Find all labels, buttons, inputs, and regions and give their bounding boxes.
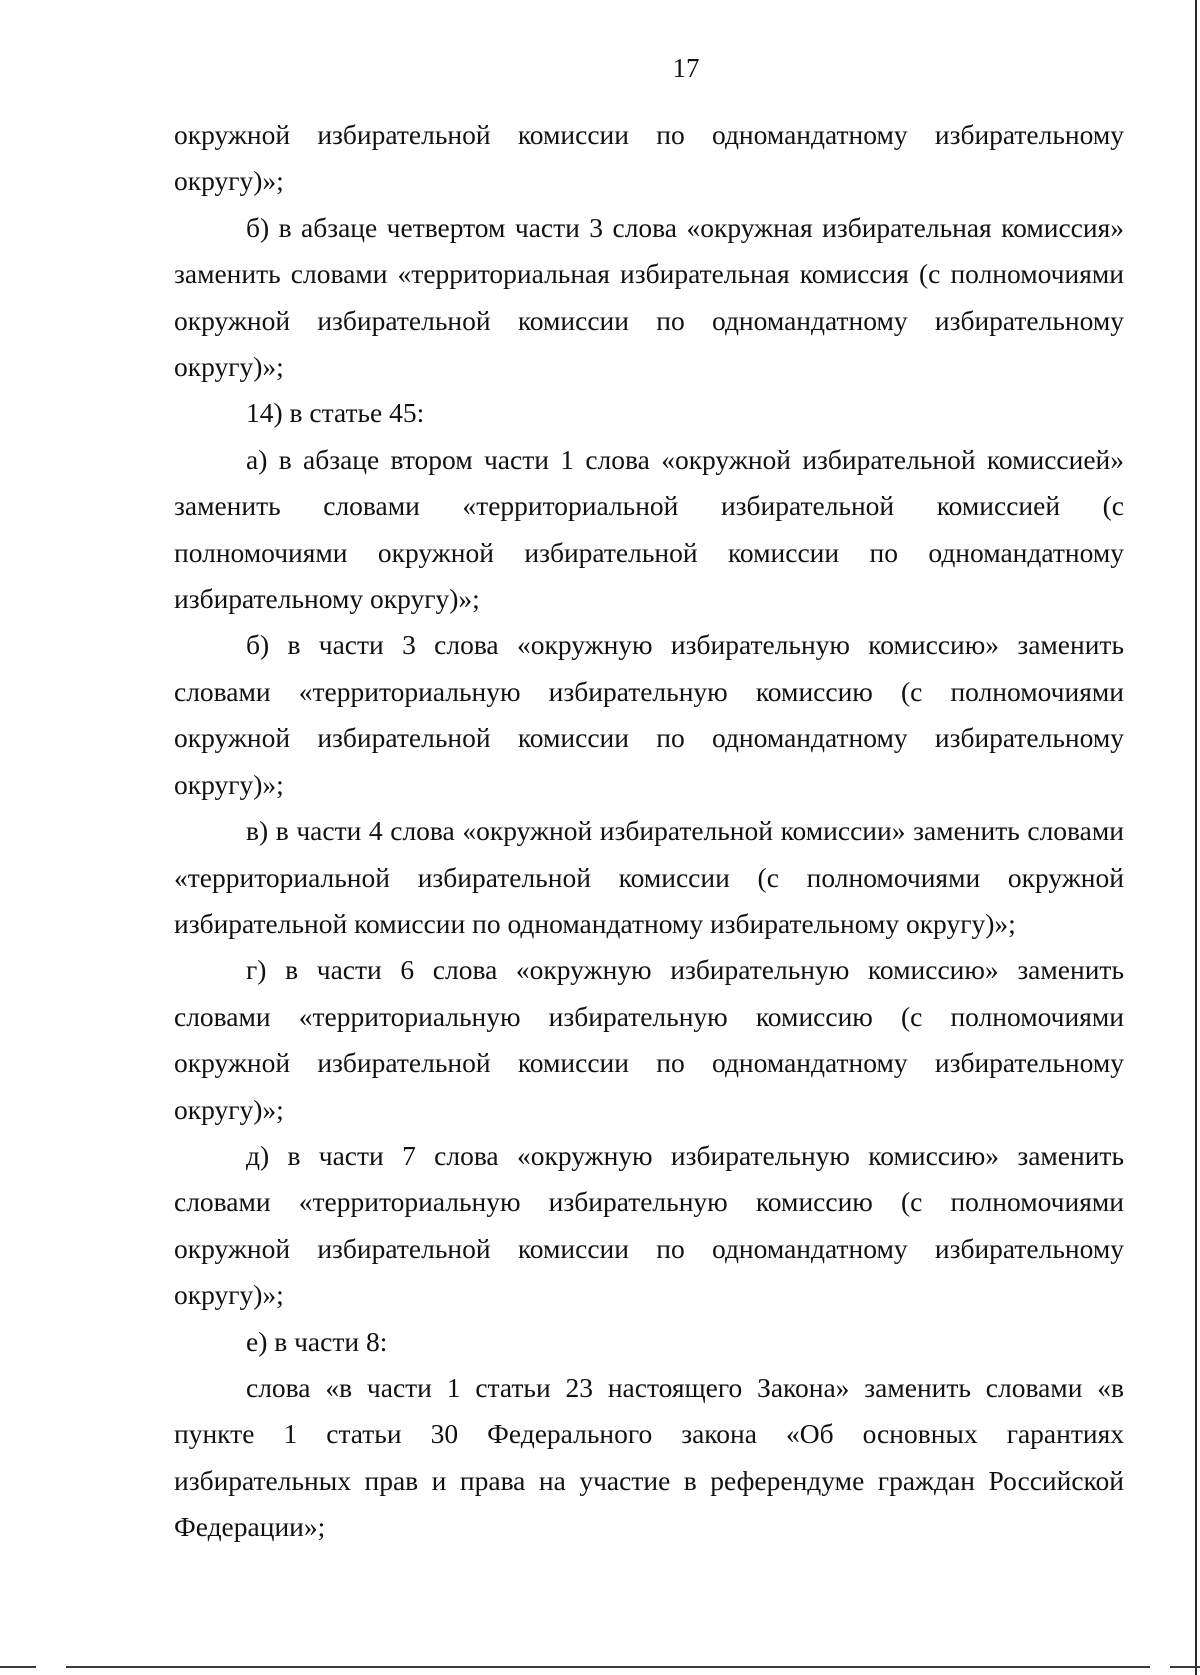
paragraph-item-d-part-7: д) в части 7 слова «окружную избирательную комиссию» заменить словами «территориальную избирательную комиссию (с полномочиями окружной избирательной комиссии по одномандатному избирательному округу)»; — [174, 1139, 1124, 1311]
document-body — [174, 112, 1124, 1551]
paragraph-item-g-part-6: г) в части 6 слова «окружную избирательную комиссию» заменить словами «территориальную избирательную комиссию (с полномочиями окружной избирательной комиссии по одномандатному избирательному округу)»; — [174, 954, 1124, 1125]
paragraph-item-e-part-8: е) в части 8: — [246, 1325, 388, 1357]
paragraph-item-a-part-1: а) в абзаце втором части 1 слова «окружной избирательной комиссией» заменить словами «территориальной избирательной комиссией (с полномочиями окружной избирательной комиссии по одномандатному избирательному округу)»; — [174, 443, 1124, 615]
paragraph-item-b-part-3-article-45: б) в части 3 слова «окружную избирательную комиссию» заменить словами «территориальную избирательную комиссию (с полномочиями окружной избирательной комиссии по одномандатному избирательному округу)»; — [174, 629, 1124, 800]
scan-edge-right — [1195, 0, 1197, 1675]
scan-edge-gap — [36, 1665, 66, 1669]
paragraph-item-v-part-4: в) в части 4 слова «окружной избирательной комиссии» заменить словами «территориальной избирательной комиссии (с полномочиями окружной избирательной комиссии по одномандатному избирательному округу)»; — [174, 815, 1124, 939]
page-number: 17 — [672, 53, 700, 83]
scan-edge-bottom — [0, 1666, 1200, 1668]
paragraph-continuation: окружной избирательной комиссии по одномандатному избирательному округу)»; — [174, 119, 1124, 197]
paragraph-replace-words: слова «в части 1 статьи 23 настоящего Закона» заменить словами «в пункте 1 статьи 30 Федерального закона «Об основных гарантиях избирательных прав и права на участие в референдуме граждан Российской Федерации»; — [174, 1371, 1124, 1543]
scan-edge-gap — [1150, 1665, 1170, 1669]
paragraph-item-b-part-3: б) в абзаце четвертом части 3 слова «окружная избирательная комиссия» заменить словами «территориальная избирательная комиссия (с полномочиями окружной избирательной комиссии по одномандатному избирательному округу)»; — [174, 211, 1124, 383]
paragraph-item-14-article-45: 14) в статье 45: — [246, 397, 425, 429]
